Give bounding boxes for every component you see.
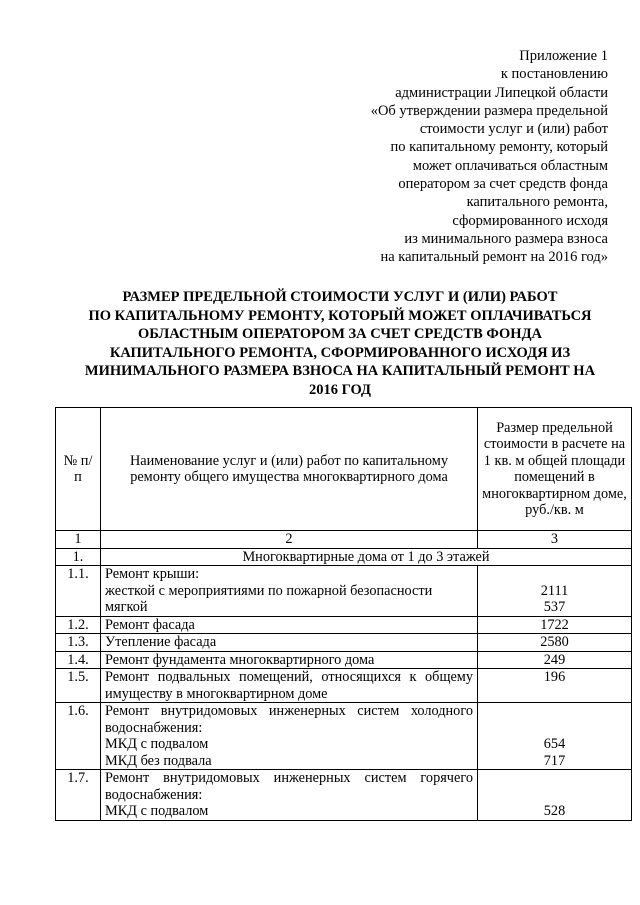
annex-line: стоимости услуг и (или) работ [419, 121, 608, 138]
annex-line: администрации Липецкой области [395, 84, 608, 101]
annex-line: к постановлению [500, 66, 608, 83]
title-line: ПО КАПИТАЛЬНОМУ РЕМОНТУ, КОТОРЫЙ МОЖЕТ ОПЛАЧИВАТЬСЯ [88, 307, 592, 324]
header-size: Размер предельной стоимости в расчете на 1 кв. м общей площади помещений в многоквартирном доме, руб./кв. м [478, 408, 632, 531]
row-description [101, 770, 478, 821]
col-number: 3 [478, 531, 632, 549]
table-row [56, 651, 632, 669]
title-line: МИНИМАЛЬНОГО РАЗМЕРА ВЗНОСА НА КАПИТАЛЬНЫЙ РЕМОНТ НА [84, 363, 596, 379]
title-line: 2016 ГОД [308, 381, 372, 398]
row-value: 196 [478, 669, 632, 703]
table-row [56, 669, 632, 703]
title-line: ОБЛАСТНЫМ ОПЕРАТОРОМ ЗА СЧЕТ СРЕДСТВ ФОНДА [137, 326, 543, 342]
col-number: 2 [101, 531, 478, 549]
section-row [56, 548, 632, 566]
title-line: КАПИТАЛЬНОГО РЕМОНТА, СФОРМИРОВАННОГО ИСХОДЯ ИЗ [109, 344, 571, 361]
annex-line: из минимального размера взноса [404, 230, 608, 247]
row-line: Ремонт крыши: [105, 566, 200, 582]
annex-line: может оплачиваться областным [412, 157, 608, 174]
annex-line: «Об утверждении размера предельной [370, 102, 608, 119]
row-description: Ремонт фасада [101, 616, 478, 634]
row-description [101, 703, 478, 770]
row-number: 1.5. [56, 669, 101, 703]
row-values [478, 770, 632, 821]
row-value: 717 [543, 752, 566, 769]
row-line: Ремонт внутридомовых инженерных систем холодного водоснабжения: [105, 703, 473, 736]
section-number: 1. [56, 548, 101, 566]
row-number: 1.7. [56, 770, 101, 821]
row-number: 1.2. [56, 616, 101, 634]
row-line: жесткой с мероприятиями по пожарной безопасности [105, 582, 433, 599]
row-description: Утепление фасада [101, 634, 478, 652]
col-number: 1 [56, 531, 101, 549]
table-header-row [56, 408, 632, 531]
cost-table [55, 407, 632, 821]
annex-line: Приложение 1 [519, 48, 608, 64]
row-number: 1.6. [56, 703, 101, 770]
annex-line: сформированного исходя [452, 212, 608, 229]
row-value: 2580 [478, 634, 632, 652]
header-num: № п/п [56, 408, 101, 531]
table-row [56, 634, 632, 652]
row-value: 537 [543, 599, 566, 615]
header-name: Наименование услуг и (или) работ по капитальному ремонту общего имущества многоквартирного дома [101, 408, 478, 531]
section-label: Многоквартирные дома от 1 до 3 этажей [101, 548, 632, 566]
row-line: мягкой [105, 599, 148, 615]
row-values [478, 566, 632, 617]
table-row [56, 616, 632, 634]
annex-block [318, 47, 608, 267]
row-number: 1.1. [56, 566, 101, 617]
row-description: Ремонт подвальных помещений, относящихся к общему имуществу в многоквартирном доме [101, 669, 478, 703]
annex-line: капитального ремонта, [466, 194, 608, 211]
document-title [50, 288, 630, 399]
title-line: РАЗМЕР ПРЕДЕЛЬНОЙ СТОИМОСТИ УСЛУГ И (ИЛИ) РАБОТ [122, 289, 558, 305]
table-row [56, 703, 632, 770]
annex-line: по капитальному ремонту, который [390, 139, 608, 156]
row-value: 528 [543, 803, 566, 819]
row-description: Ремонт фундамента многоквартирного дома [101, 651, 478, 669]
row-description [101, 566, 478, 617]
table-row [56, 566, 632, 617]
row-number: 1.4. [56, 651, 101, 669]
row-line: МКД с подвалом [105, 803, 209, 819]
row-value: 249 [478, 651, 632, 669]
row-value: 1722 [478, 616, 632, 634]
row-line: МКД с подвалом [105, 736, 209, 752]
row-values [478, 703, 632, 770]
row-value: 2111 [540, 582, 569, 599]
row-line: МКД без подвала [105, 752, 212, 769]
column-number-row [56, 531, 632, 549]
row-value: 654 [543, 736, 566, 752]
row-line: Ремонт внутридомовых инженерных систем горячего водоснабжения: [105, 770, 473, 803]
row-number: 1.3. [56, 634, 101, 652]
table-row [56, 770, 632, 821]
annex-line: оператором за счет средств фонда [398, 176, 608, 193]
annex-line: на капитальный ремонт на 2016 год» [380, 249, 608, 266]
